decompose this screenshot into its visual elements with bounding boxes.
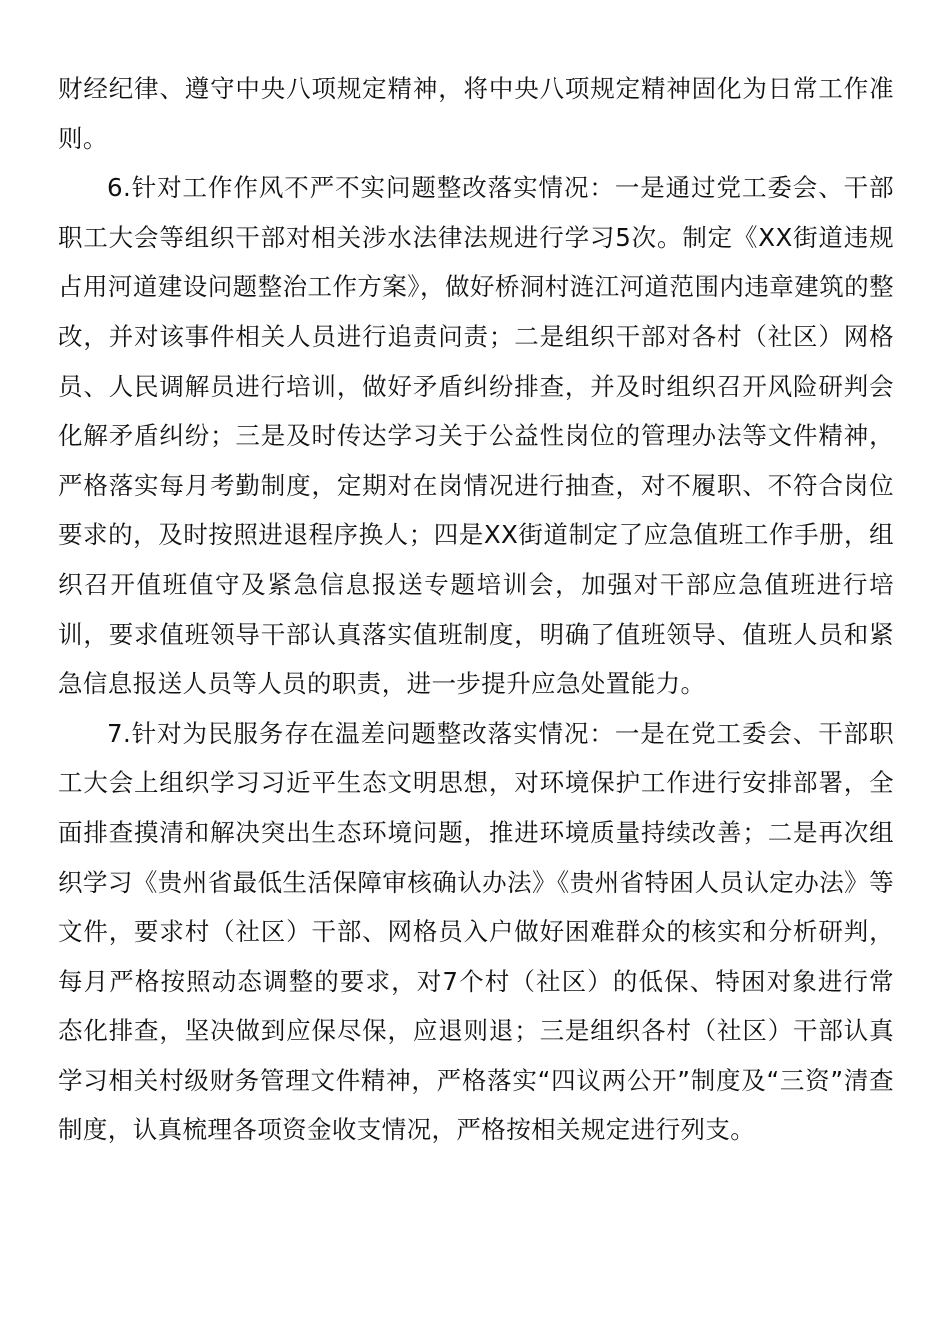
document-body <box>58 64 894 1155</box>
paragraph-continuation: 财经纪律、遵守中央八项规定精神，将中央八项规定精神固化为日常工作准则。 <box>58 74 894 153</box>
paragraph-item-7: 7.针对为民服务存在温差问题整改落实情况：一是在党工委会、干部职工大会上组织学习习近平生态文明思想，对环境保护工作进行安排部署，全面排查摸清和解决突出生态环境问题，推进环境质量持续改善；二是再次组织学习《贵州省最低生活保障审核确认办法》《贵州省特困人员认定办法》等文件，要求村（社区）干部、网格员入户做好困难群众的核实和分析研判，每月严格按照动态调整的要求，对7个村（社区）的低保、特困对象进行常态化排查，坚决做到应保尽保，应退则退；三是组织各村（社区）干部认真学习相关村级财务管理文件精神，严格落实“四议两公开”制度及“三资”清查制度，认真梳理各项资金收支情况，严格按相关规定进行列支。 <box>58 718 894 1145</box>
paragraph-item-6: 6.针对工作作风不严不实问题整改落实情况：一是通过党工委会、干部职工大会等组织干部对相关涉水法律法规进行学习5次。制定《XX街道违规占用河道建设问题整治工作方案》，做好桥洞村涟江河道范围内违章建筑的整改，并对该事件相关人员进行追责问责；二是组织干部对各村（社区）网格员、人民调解员进行培训，做好矛盾纠纷排查，并及时组织召开风险研判会化解矛盾纠纷；三是及时传达学习关于公益性岗位的管理办法等文件精神，严格落实每月考勤制度，定期对在岗情况进行抽查，对不履职、不符合岗位要求的，及时按照进退程序换人；四是XX街道制定了应急值班工作手册，组织召开值班值守及紧急信息报送专题培训会，加强对干部应急值班进行培训，要求值班领导干部认真落实值班制度，明确了值班领导、值班人员和紧急信息报送人员等人员的职责，进一步提升应急处置能力。 <box>58 173 894 699</box>
